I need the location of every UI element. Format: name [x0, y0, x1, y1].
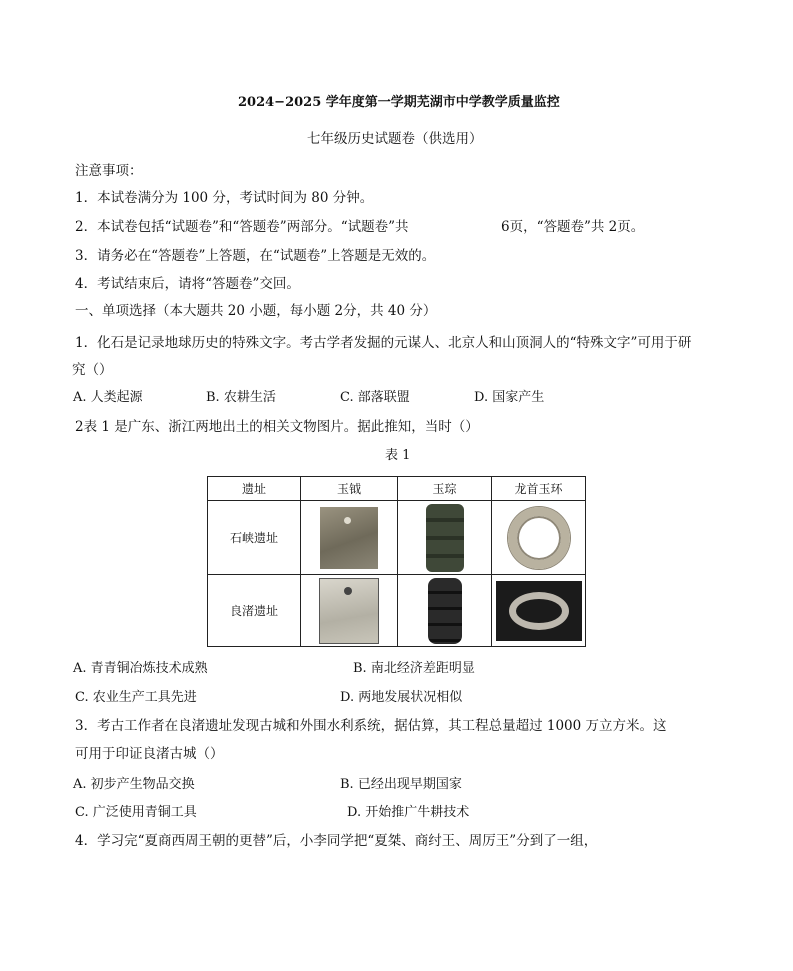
- q3-option-a: A. 初步产生物品交换: [73, 777, 195, 792]
- q2-option-a: A. 青青铜冶炼技术成熟: [73, 661, 208, 676]
- table-header-ring: 龙首玉环: [492, 477, 586, 501]
- table-row-label-liangzhu: 良渚遗址: [208, 575, 301, 647]
- jade-cong-image-liangzhu: [428, 578, 462, 644]
- exam-subtitle: 七年级历史试题卷（供选用）: [307, 131, 483, 147]
- table-header-yuyue: 玉钺: [301, 477, 398, 501]
- notice-item-1: 1．本试卷满分为 100 分，考试时间为 80 分钟。: [75, 190, 374, 206]
- q1-option-a: A. 人类起源: [73, 390, 143, 405]
- q1-option-b: B. 农耕生活: [206, 390, 276, 405]
- q3-stem: 3．考古工作者在良渚遗址发现古城和外围水利系统，据估算，其工程总量超过 1000 万立方米。这: [75, 718, 667, 734]
- notice-item-2-cont: 6页，“答题卷”共 2页。: [501, 219, 645, 235]
- dragon-ring-image-liangzhu: [496, 581, 582, 641]
- q1-option-d: D. 国家产生: [474, 390, 545, 405]
- q1-stem-cont: 究（）: [72, 362, 113, 378]
- table-header-site: 遗址: [208, 477, 301, 501]
- notice-item-2: 2．本试卷包括“试题卷”和“答题卷”两部分。“试题卷”共: [75, 219, 409, 235]
- q2-option-b: B. 南北经济差距明显: [353, 661, 475, 676]
- q2-stem: 2表 1 是广东、浙江两地出土的相关文物图片。据此推知，当时（）: [75, 419, 479, 435]
- table-caption: 表 1: [385, 448, 411, 463]
- section-heading: 一、单项选择（本大题共 20 小题，每小题 2分，共 40 分）: [75, 303, 437, 319]
- dragon-ring-image-shixia: [508, 507, 570, 569]
- q1-stem: 1．化石是记录地球历史的特殊文字。考古学者发掘的元谋人、北京人和山顶洞人的“特殊文字”可用于研: [75, 335, 692, 351]
- jade-axe-image-shixia: [320, 507, 378, 569]
- q1-option-c: C. 部落联盟: [340, 390, 410, 405]
- notice-heading: 注意事项：: [75, 163, 143, 179]
- q3-option-d: D. 开始推广牛耕技术: [347, 805, 470, 820]
- q3-stem-cont: 可用于印证良渚古城（）: [75, 746, 224, 762]
- q3-option-b: B. 已经出现早期国家: [340, 777, 462, 792]
- notice-item-3: 3．请务必在“答题卷”上答题，在“试题卷”上答题是无效的。: [75, 248, 436, 264]
- notice-item-4: 4．考试结束后，请将“答题卷”交回。: [75, 276, 300, 292]
- jade-cong-image-shixia: [426, 504, 464, 572]
- q2-option-c: C. 农业生产工具先进: [75, 690, 197, 705]
- table-header-yucong: 玉琮: [398, 477, 492, 501]
- q4-stem: 4．学习完“夏商西周王朝的更替”后，小李同学把“夏桀、商纣王、周厉王”分到了一组，: [75, 833, 598, 849]
- q2-option-d: D. 两地发展状况相似: [340, 690, 463, 705]
- q3-option-c: C. 广泛使用青铜工具: [75, 805, 197, 820]
- exam-title: 2024−2025 学年度第一学期芜湖市中学教学质量监控: [238, 95, 560, 110]
- jade-axe-image-liangzhu: [319, 578, 379, 644]
- table-row-label-shixia: 石峡遗址: [208, 501, 301, 575]
- relic-table: [207, 476, 586, 647]
